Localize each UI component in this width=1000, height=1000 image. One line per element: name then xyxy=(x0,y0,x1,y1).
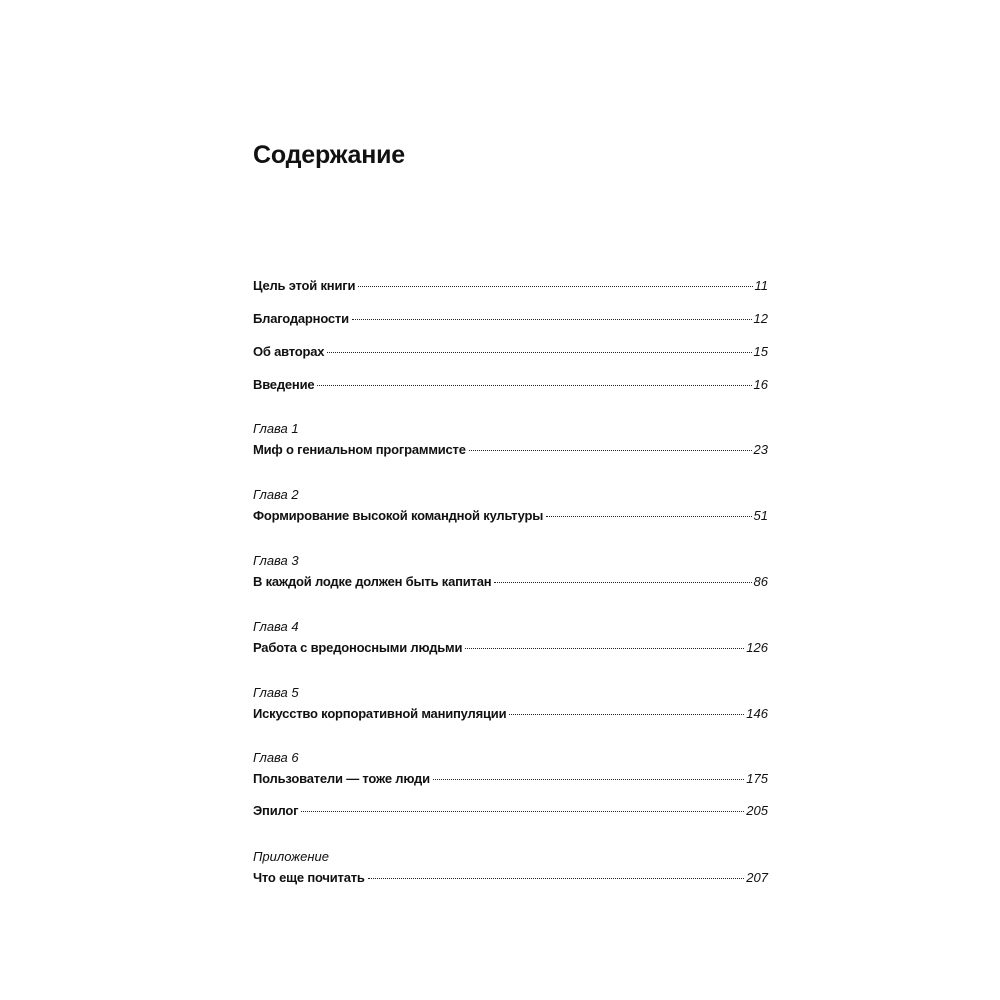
toc-section-label: Глава 5 xyxy=(253,685,299,700)
toc-entry-title: Формирование высокой командной культуры xyxy=(253,508,544,523)
toc-entry[interactable] xyxy=(253,277,768,295)
toc-entry[interactable] xyxy=(253,441,768,459)
toc-entry-page-number: 175 xyxy=(746,771,768,786)
toc-entry-page-number: 11 xyxy=(754,278,768,293)
dot-leader xyxy=(509,714,744,715)
dot-leader xyxy=(358,286,752,287)
toc-entry[interactable] xyxy=(253,802,768,820)
toc-entry-title: Введение xyxy=(253,377,315,392)
toc-entry-title: Благодарности xyxy=(253,311,349,326)
toc-entry[interactable] xyxy=(253,770,768,788)
toc-entry-page-number: 205 xyxy=(746,803,768,818)
dot-leader xyxy=(465,648,744,649)
toc-entry[interactable] xyxy=(253,507,768,525)
toc-section-label: Глава 6 xyxy=(253,750,299,765)
dot-leader xyxy=(433,779,744,780)
toc-entry-page-number: 12 xyxy=(753,311,768,326)
toc-entry-page-number: 207 xyxy=(746,870,768,885)
toc-entry-title: Работа с вредоносными людьми xyxy=(253,640,463,655)
toc-entry-title: Искусство корпоративной манипуляции xyxy=(253,706,507,721)
toc-entry-title: Миф о гениальном программисте xyxy=(253,442,466,457)
toc-entry[interactable] xyxy=(253,343,768,361)
dot-leader xyxy=(469,450,752,451)
toc-entry[interactable] xyxy=(253,705,768,723)
dot-leader xyxy=(494,582,751,583)
toc-entry-title: Об авторах xyxy=(253,344,325,359)
toc-entry-page-number: 126 xyxy=(746,640,768,655)
toc-entry[interactable] xyxy=(253,639,768,657)
toc-entry-page-number: 86 xyxy=(753,574,768,589)
toc-section-label: Глава 4 xyxy=(253,619,299,634)
toc-entry[interactable] xyxy=(253,869,768,887)
toc-entry-title: Эпилог xyxy=(253,803,299,818)
toc-section-label: Глава 2 xyxy=(253,487,299,502)
toc-entry[interactable] xyxy=(253,573,768,591)
dot-leader xyxy=(368,878,745,879)
toc-entry-page-number: 16 xyxy=(753,377,768,392)
toc-entry[interactable] xyxy=(253,376,768,394)
toc-entry-title: В каждой лодке должен быть капитан xyxy=(253,574,492,589)
toc-entry-page-number: 23 xyxy=(753,442,768,457)
toc-section-label: Приложение xyxy=(253,849,329,864)
dot-leader xyxy=(546,516,751,517)
toc-entry-page-number: 51 xyxy=(753,508,768,523)
page-title: Содержание xyxy=(253,141,406,169)
toc-entry-title: Цель этой книги xyxy=(253,278,356,293)
dot-leader xyxy=(301,811,744,812)
dot-leader xyxy=(327,352,751,353)
toc-entry[interactable] xyxy=(253,310,768,328)
toc-entry-page-number: 146 xyxy=(746,706,768,721)
dot-leader xyxy=(352,319,752,320)
toc-section-label: Глава 1 xyxy=(253,421,299,436)
dot-leader xyxy=(317,385,751,386)
toc-entry-title: Пользователи — тоже люди xyxy=(253,771,430,786)
toc-entry-page-number: 15 xyxy=(753,344,768,359)
toc-entry-title: Что еще почитать xyxy=(253,870,365,885)
toc-section-label: Глава 3 xyxy=(253,553,299,568)
